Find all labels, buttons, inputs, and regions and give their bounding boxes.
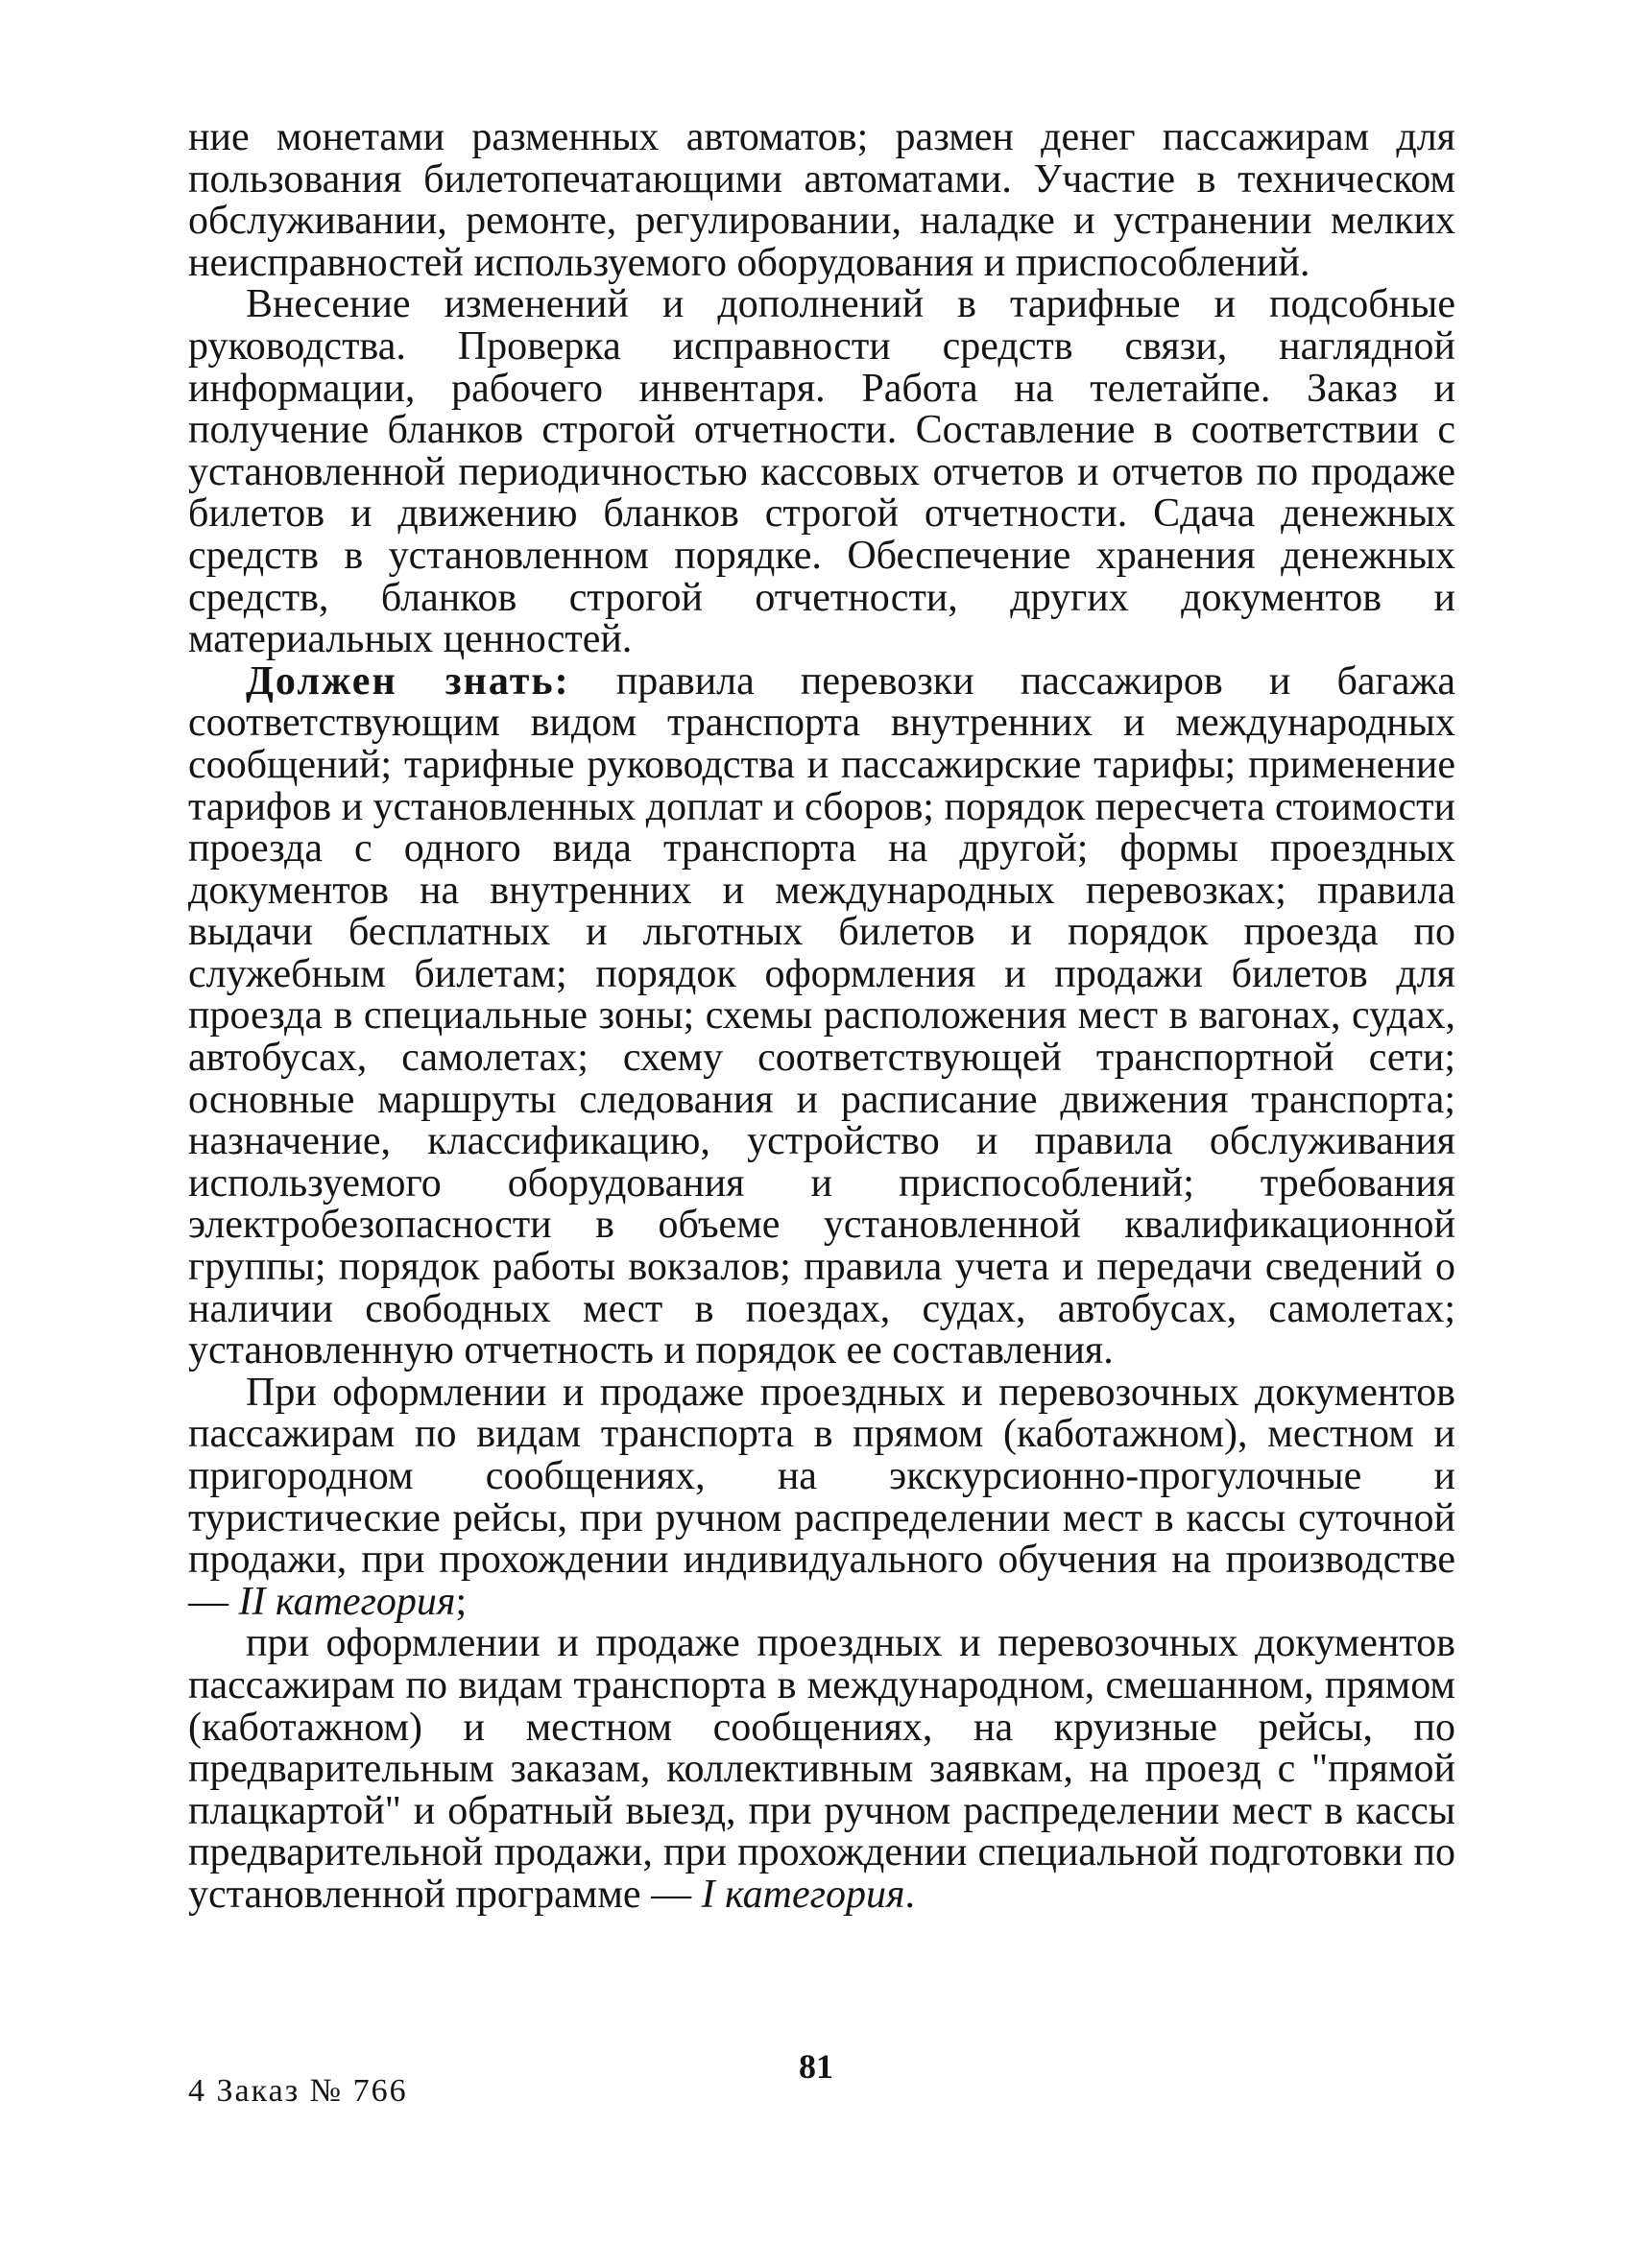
- category-ii: II категория: [238, 1579, 456, 1624]
- paragraph-2: [188, 284, 1455, 660]
- paragraph-1: [188, 117, 1455, 284]
- printer-signature: 4 Заказ № 766: [188, 2073, 408, 2109]
- page-number: 81: [799, 2047, 833, 2086]
- must-know-heading: Должен знать:: [246, 658, 570, 704]
- paragraph-5-text: при оформлении и продаже проездных и перевозочных документов пассажирам по видам транспорта в международном, смешанном, прямом (каботажном) и местном сообщениях, на круизные рейсы, по предварительным заказам, коллективным заявкам, на проезд с "прямой плацкартой" и обратный выезд, при ручном распределении мест в кассы предварительной продажи, при прохождении специальной подготовки по установленной программе —: [188, 1621, 1455, 1917]
- category-i: I категория: [701, 1872, 905, 1917]
- body-text: [188, 117, 1455, 1917]
- paragraph-5: [188, 1623, 1455, 1916]
- paragraph-4-text: При оформлении и продаже проездных и перевозочных документов пассажирам по видам транспорта в прямом (каботажном), местном и пригородном сообщениях, на экскурсионно-прогулочные и туристические рейсы, при ручном распределении мест в кассы суточной продажи, при прохождении индивидуального обучения на производстве —: [188, 1370, 1455, 1624]
- paragraph-4-tail: ;: [455, 1579, 468, 1624]
- paragraph-5-tail: .: [904, 1872, 916, 1917]
- paragraph-3-text: правила перевозки пассажиров и багажа соответствующим видом транспорта внутренних и международных сообщений; тарифные руководства и пассажирские тарифы; применение тарифов и установленных доплат и сборов; порядок пересчета стоимости проезда с одного вида транспорта на другой; формы проездных документов на внутренних и международных перевозках; правила выдачи бесплатных и льготных билетов и порядок проезда по служебным билетам; порядок оформления и продажи билетов для проезда в специальные зоны; схемы расположения мест в вагонах, судах, автобусах, самолетах; схему соответствующей транспортной сети; основные маршруты следования и расписание движения транспорта; назначение, классификацию, устройство и правила обслуживания используемого оборудования и приспособлений; требования электробезопасности в объеме установленной квалификационной группы; порядок работы вокзалов; правила учета и передачи сведений о наличии свободных мест в поездах, судах, автобусах, самолетах; установленную отчетность и порядок ее составления.: [188, 658, 1455, 1373]
- paragraph-4: [188, 1370, 1455, 1624]
- paragraph-1-text: ние монетами разменных автоматов; размен денег пассажирам для пользования билетопечатающими автоматами. Участие в техническом обслуживании, ремонте, регулировании, наладке и устранении мелких неисправностей используемого оборудования и приспособлений.: [188, 115, 1455, 285]
- paragraph-2-text: Внесение изменений и дополнений в тарифные и подсобные руководства. Проверка исправности средств связи, наглядной информации, рабочего инвентаря. Работа на телетайпе. Заказ и получение бланков строгой отчетности. Составление в соответствии с установленной периодичностью кассовых отчетов и отчетов по продаже билетов и движению бланков строгой отчетности. Сдача денежных средств в установленном порядке. Обеспечение хранения денежных средств, бланков строгой отчетности, других документов и материальных ценностей.: [188, 282, 1455, 662]
- paragraph-3: [188, 658, 1455, 1373]
